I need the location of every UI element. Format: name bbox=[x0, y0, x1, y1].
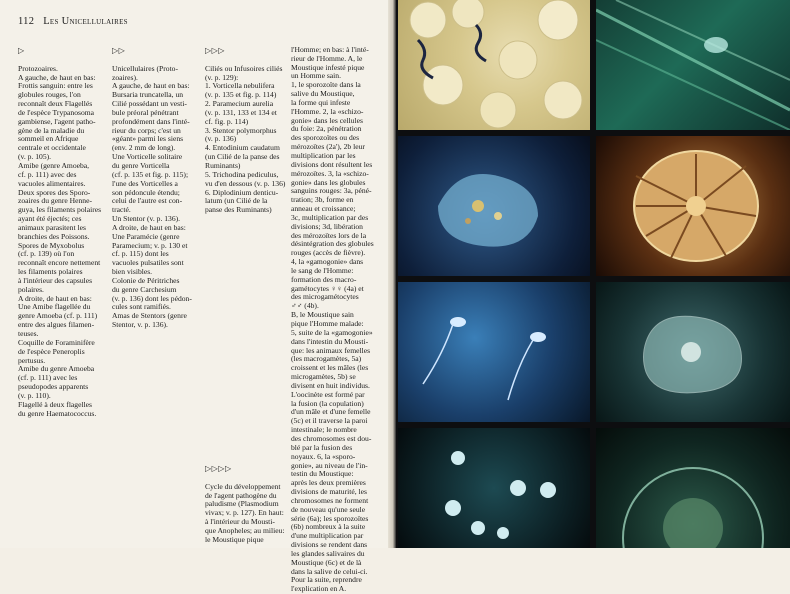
foraminifera-illustration bbox=[596, 136, 790, 276]
foraminifera-shell-photo bbox=[596, 136, 790, 276]
amoeba-algae-photo bbox=[596, 0, 790, 130]
caption-column-5 bbox=[205, 455, 289, 545]
amoeba-pseudopods-photo bbox=[596, 282, 790, 422]
caption-column-4 bbox=[291, 37, 387, 594]
algae-filaments-illustration bbox=[596, 0, 790, 130]
haematococcus-illustration bbox=[596, 428, 790, 548]
page-title: Les Unicellulaires bbox=[43, 16, 128, 27]
caption-text-1: Protozoaires. A gauche, de haut en bas: Frottis sanguin: entre les globules rouges, l'on reconnaît deux Flagellés de l'espèce Trypanosoma gambiense, l'agent patho- gène de la maladie du sommeil en Afrique centrale et occidentale (v. p. 105). Amibe (genre Amoeba, cf. p. 111) avec des vacuoles alimentaires. Deux spores des Sporo- zoaires du genre Henne- guya, les filaments polaires ayant été éjectés; ces animaux parasitent les branchies des Poissons. Spores de Myxobolus (cf. p. 139) où l'on reconnaît encore nettement les filaments polaires à l'intérieur des capsules polaires. A droite, de haut en bas: Une Amibe flagellée du genre Amoeba (cf. p. 111) entre des algues filamen- teuses. Coquille de Foraminifère de l'espèce Peneroplis pertusus. Amibe du genre Amoeba (cf. p. 111) avec les pseudopodes apparents (v. p. 110). Flagellé à deux flagelles du genre Haematococcus. bbox=[18, 63, 102, 418]
caption-column-2 bbox=[112, 37, 200, 330]
caption-marker-1: ▷ bbox=[18, 45, 25, 55]
amoeba-vacuoles-photo bbox=[398, 136, 590, 276]
amoeba-illustration bbox=[398, 136, 590, 276]
henneguya-spores-photo bbox=[398, 282, 590, 422]
pseudopod-amoeba-illustration bbox=[596, 282, 790, 422]
page-number: 112 bbox=[18, 16, 35, 27]
spores-illustration bbox=[398, 282, 590, 422]
caption-text-3: Ciliés ou Infusoires ciliés (v. p. 129): 1. Vorticella nebulifera (v. p. 135 et fig. p. 114) 2. Paramecium aurelia (v. p. 131, 133 et 134 et cf. fig. p. 114) 3. Stentor polymorphus (v. p. 136) 4. Entodinium caudatum (un Cilié de la panse des Ruminants) 5. Trichodina pediculus, vu d'en dessous (v. p. 136) 6. Diplodinium denticu- latum (un Cilié de la panse des Ruminants) bbox=[205, 63, 286, 215]
caption-marker-2: ▷▷ bbox=[112, 45, 126, 55]
page-header bbox=[18, 16, 128, 27]
caption-text-4: l'Homme; en bas: à l'inté- rieur de l'Homme. A, le Moustique infesté pique un Homme sain. 1, le sporozoïte dans la salive du Moustique, la forme qui infeste l'Homme. 2, la «schizo- gonie» dans les cellules du foie: 2a, pénétration des sporozoïtes ou des mérozoïtes (2a'), 2b leur multiplication par les divisions dont résultent les mérozoïtes. 3, la «schizo- gonie» dans les globules sanguins rouges: 3a, péné- tration; 3b, forme en anneau et croissance; 3c, multiplication par des divisions; 3d, libération des mérozoïtes lors de la désintégration des globules rouges (accès de fièvre). 4, la «gamogonie» dans le sang de l'Homme: formation des macro- gamétocytes ♀♀ (4a) et des microgamétocytes ♂♂ (4b). B, le Moustique sain pique l'Homme malade: 5, suite de la «gamogonie» dans l'intestin du Mousti- que: les animaux femelles (les macrogamètes, 5a) croissent et les mâles (les microgamètes, 5b) se divisent en huit individus. L'oocinète est formé par la fusion (la copulation) d'un mâle et d'une femelle (5c) et il traverse la paroi intestinale; le nombre des chromosomes est dou- blé par la fusion des noyaux. 6, la «sporo- gonie», au niveau de l'in- testin du Moustique: après les deux premières divisions de maturité, les chromosomes ne forment de nouveau qu'une seule série (6a); les sporozoïtes (6b) nombreux à la suite d'une multiplication par divisions se rendent dans les glandes salivaires du Moustique (6c) et de là dans la salive de celui-ci. Pour la suite, reprendre l'explication en A. bbox=[291, 44, 374, 594]
book-gutter bbox=[388, 0, 396, 548]
caption-column-1 bbox=[18, 37, 110, 418]
myxobolus-illustration bbox=[398, 428, 590, 548]
caption-column-3 bbox=[205, 37, 290, 215]
caption-marker-5: ▷▷▷▷ bbox=[205, 463, 232, 473]
trypanosome-blood-smear-photo bbox=[398, 0, 590, 130]
myxobolus-spores-photo bbox=[398, 428, 590, 548]
caption-marker-3: ▷▷▷ bbox=[205, 45, 225, 55]
caption-text-5: Cycle du développement de l'agent pathogène du paludisme (Plasmodium vivax; v. p. 127). En haut: à l'intérieur du Mousti- que Anopheles; au milieu: le Moustique pique bbox=[205, 481, 285, 544]
haematococcus-photo bbox=[596, 428, 790, 548]
caption-text-2: Unicellulaires (Proto- zoaires). A gauche, de haut en bas: Bursaria truncatella, un Cilié possédant un vesti- bule préoral pénétrant profondément dans l'inté- rieur du corps; c'est un «géant» parmi les siens (env. 2 mm de long). Une Vorticelle solitaire du genre Vorticella (cf. p. 135 et fig. p. 115); l'une des Vorticelles a son pédoncule étendu; celui de l'autre est con- tracté. Un Stentor (v. p. 136). A droite, de haut en bas: Une Paramécie (genre Paramecium; v. p. 130 et cf. p. 115) dont les vacuoles pulsatiles sont bien visibles. Colonie de Péritriches du genre Carchesium (v. p. 136) dont les pédon- cules sont ramifiés. Amas de Stentors (genre Stentor, v. p. 136). bbox=[112, 63, 192, 330]
blood-cells-illustration bbox=[398, 0, 590, 130]
